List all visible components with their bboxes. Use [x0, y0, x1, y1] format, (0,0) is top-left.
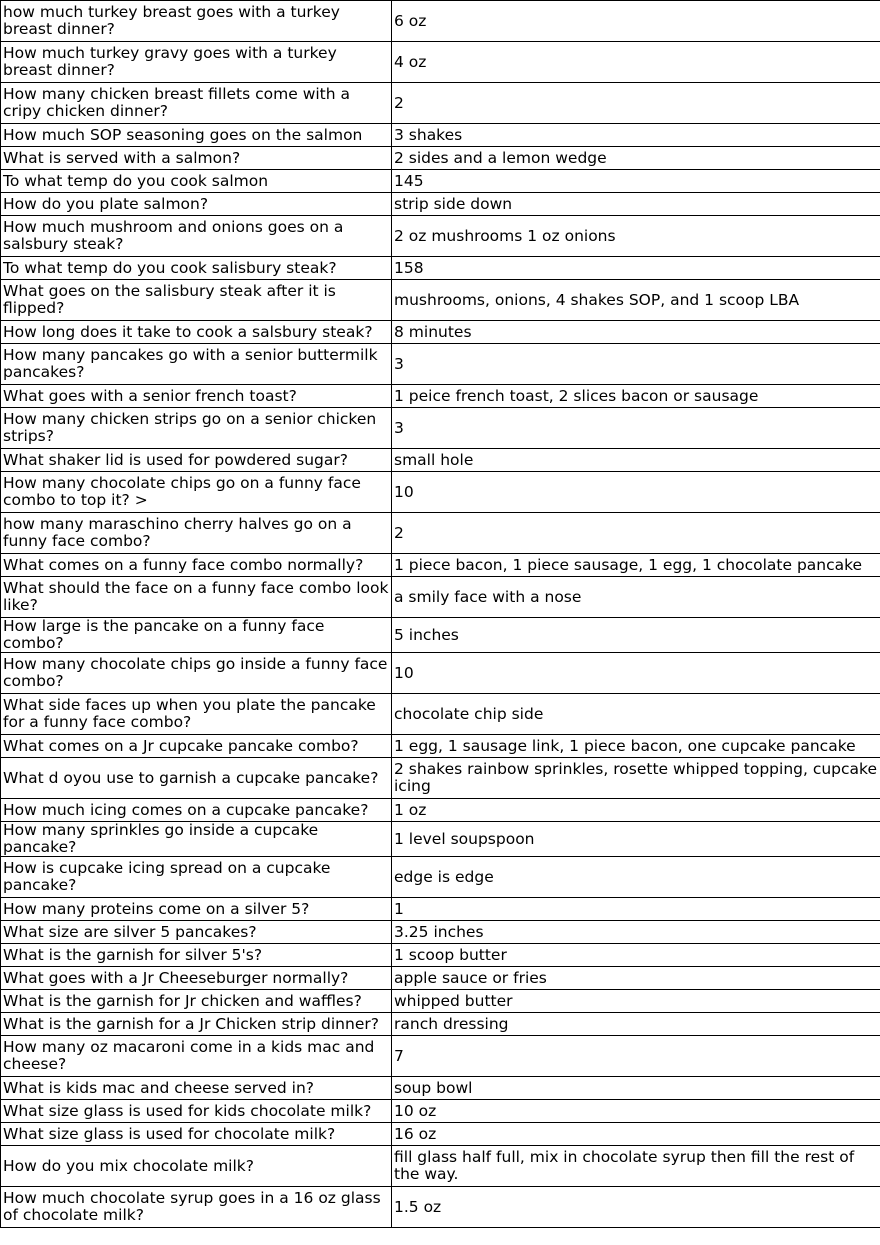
table-row [1, 967, 880, 990]
question-cell: To what temp do you cook salisbury steak? [1, 257, 392, 280]
question-cell: How much mushroom and onions goes on a salsbury steak? [1, 216, 392, 257]
table-row [1, 554, 880, 577]
question-cell: What comes on a Jr cupcake pancake combo? [1, 735, 392, 758]
table-row [1, 1146, 880, 1187]
question-cell: How much turkey gravy goes with a turkey breast dinner? [1, 42, 392, 83]
question-cell: how many maraschino cherry halves go on a funny face combo? [1, 513, 392, 554]
answer-cell: 4 oz [392, 42, 880, 83]
question-cell: How is cupcake icing spread on a cupcake pancake? [1, 857, 392, 898]
table-row [1, 944, 880, 967]
answer-cell: 2 oz mushrooms 1 oz onions [392, 216, 880, 257]
table-row [1, 694, 880, 735]
table-row [1, 1100, 880, 1123]
table-row [1, 1013, 880, 1036]
answer-cell: mushrooms, onions, 4 shakes SOP, and 1 scoop LBA [392, 280, 880, 321]
table-row [1, 1123, 880, 1146]
table-row [1, 513, 880, 554]
table-row [1, 344, 880, 385]
answer-cell: fill glass half full, mix in chocolate syrup then fill the rest of the way. [392, 1146, 880, 1187]
table-row [1, 1077, 880, 1100]
question-cell: How many proteins come on a silver 5? [1, 898, 392, 921]
table-row [1, 449, 880, 472]
answer-cell: 2 [392, 83, 880, 124]
question-cell: What is the garnish for a Jr Chicken strip dinner? [1, 1013, 392, 1036]
answer-cell: 2 shakes rainbow sprinkles, rosette whipped topping, cupcake icing [392, 758, 880, 799]
table-row [1, 408, 880, 449]
question-cell: How many pancakes go with a senior buttermilk pancakes? [1, 344, 392, 385]
answer-cell: 7 [392, 1036, 880, 1077]
table-row [1, 921, 880, 944]
question-cell: How many oz macaroni come in a kids mac and cheese? [1, 1036, 392, 1077]
question-cell: How much icing comes on a cupcake pancake? [1, 799, 392, 822]
answer-cell: ranch dressing [392, 1013, 880, 1036]
question-cell: What goes on the salisbury steak after it is flipped? [1, 280, 392, 321]
answer-cell: 3 [392, 408, 880, 449]
table-row [1, 898, 880, 921]
table-row [1, 735, 880, 758]
question-cell: How many sprinkles go inside a cupcake pancake? [1, 822, 392, 857]
table-row [1, 170, 880, 193]
question-cell: What should the face on a funny face combo look like? [1, 577, 392, 618]
table-row [1, 799, 880, 822]
table-row [1, 618, 880, 653]
table-row [1, 385, 880, 408]
table-row [1, 83, 880, 124]
question-cell: What size glass is used for kids chocolate milk? [1, 1100, 392, 1123]
answer-cell: 2 sides and a lemon wedge [392, 147, 880, 170]
answer-cell: 1 [392, 898, 880, 921]
table-row [1, 822, 880, 857]
question-cell: What is the garnish for Jr chicken and waffles? [1, 990, 392, 1013]
table-row [1, 577, 880, 618]
question-cell: What goes with a senior french toast? [1, 385, 392, 408]
question-cell: What size are silver 5 pancakes? [1, 921, 392, 944]
question-cell: To what temp do you cook salmon [1, 170, 392, 193]
answer-cell: 3 [392, 344, 880, 385]
answer-cell: 10 oz [392, 1100, 880, 1123]
question-cell: What d oyou use to garnish a cupcake pancake? [1, 758, 392, 799]
table-row [1, 257, 880, 280]
question-cell: How do you mix chocolate milk? [1, 1146, 392, 1187]
answer-cell: small hole [392, 449, 880, 472]
table-row [1, 1187, 880, 1228]
answer-cell: 1 level soupspoon [392, 822, 880, 857]
answer-cell: 10 [392, 472, 880, 513]
answer-cell: 1 scoop butter [392, 944, 880, 967]
answer-cell: strip side down [392, 193, 880, 216]
question-cell: How many chicken strips go on a senior chicken strips? [1, 408, 392, 449]
table-row [1, 216, 880, 257]
question-cell: What comes on a funny face combo normally? [1, 554, 392, 577]
answer-cell: 6 oz [392, 1, 880, 42]
question-cell: How large is the pancake on a funny face combo? [1, 618, 392, 653]
table-row [1, 124, 880, 147]
table-row [1, 472, 880, 513]
answer-cell: 158 [392, 257, 880, 280]
question-cell: how much turkey breast goes with a turkey breast dinner? [1, 1, 392, 42]
table-row [1, 147, 880, 170]
question-cell: What goes with a Jr Cheeseburger normally? [1, 967, 392, 990]
question-cell: How much SOP seasoning goes on the salmon [1, 124, 392, 147]
question-cell: What shaker lid is used for powdered sugar? [1, 449, 392, 472]
question-cell: What side faces up when you plate the pancake for a funny face combo? [1, 694, 392, 735]
table-row [1, 990, 880, 1013]
table-row [1, 280, 880, 321]
table-row [1, 758, 880, 799]
table-row [1, 857, 880, 898]
answer-cell: 3.25 inches [392, 921, 880, 944]
answer-cell: 1 peice french toast, 2 slices bacon or sausage [392, 385, 880, 408]
table-row [1, 653, 880, 694]
answer-cell: 145 [392, 170, 880, 193]
question-cell: How many chocolate chips go on a funny face combo to top it? > [1, 472, 392, 513]
answer-cell: 2 [392, 513, 880, 554]
answer-cell: edge is edge [392, 857, 880, 898]
table-row [1, 42, 880, 83]
answer-cell: apple sauce or fries [392, 967, 880, 990]
question-cell: How many chocolate chips go inside a funny face combo? [1, 653, 392, 694]
answer-cell: 5 inches [392, 618, 880, 653]
answer-cell: 1.5 oz [392, 1187, 880, 1228]
answer-cell: 3 shakes [392, 124, 880, 147]
answer-cell: chocolate chip side [392, 694, 880, 735]
question-cell: What is served with a salmon? [1, 147, 392, 170]
table-row [1, 321, 880, 344]
table-row [1, 193, 880, 216]
answer-cell: whipped butter [392, 990, 880, 1013]
answer-cell: 1 egg, 1 sausage link, 1 piece bacon, one cupcake pancake [392, 735, 880, 758]
question-cell: How many chicken breast fillets come with a cripy chicken dinner? [1, 83, 392, 124]
question-cell: How much chocolate syrup goes in a 16 oz glass of chocolate milk? [1, 1187, 392, 1228]
answer-cell: soup bowl [392, 1077, 880, 1100]
answer-cell: 16 oz [392, 1123, 880, 1146]
question-cell: What is kids mac and cheese served in? [1, 1077, 392, 1100]
question-cell: How long does it take to cook a salsbury steak? [1, 321, 392, 344]
answer-cell: 8 minutes [392, 321, 880, 344]
question-cell: What size glass is used for chocolate milk? [1, 1123, 392, 1146]
answer-cell: 1 piece bacon, 1 piece sausage, 1 egg, 1 chocolate pancake [392, 554, 880, 577]
question-cell: What is the garnish for silver 5's? [1, 944, 392, 967]
answer-cell: 10 [392, 653, 880, 694]
table-row [1, 1036, 880, 1077]
question-cell: How do you plate salmon? [1, 193, 392, 216]
table-row [1, 1, 880, 42]
answer-cell: 1 oz [392, 799, 880, 822]
answer-cell: a smily face with a nose [392, 577, 880, 618]
